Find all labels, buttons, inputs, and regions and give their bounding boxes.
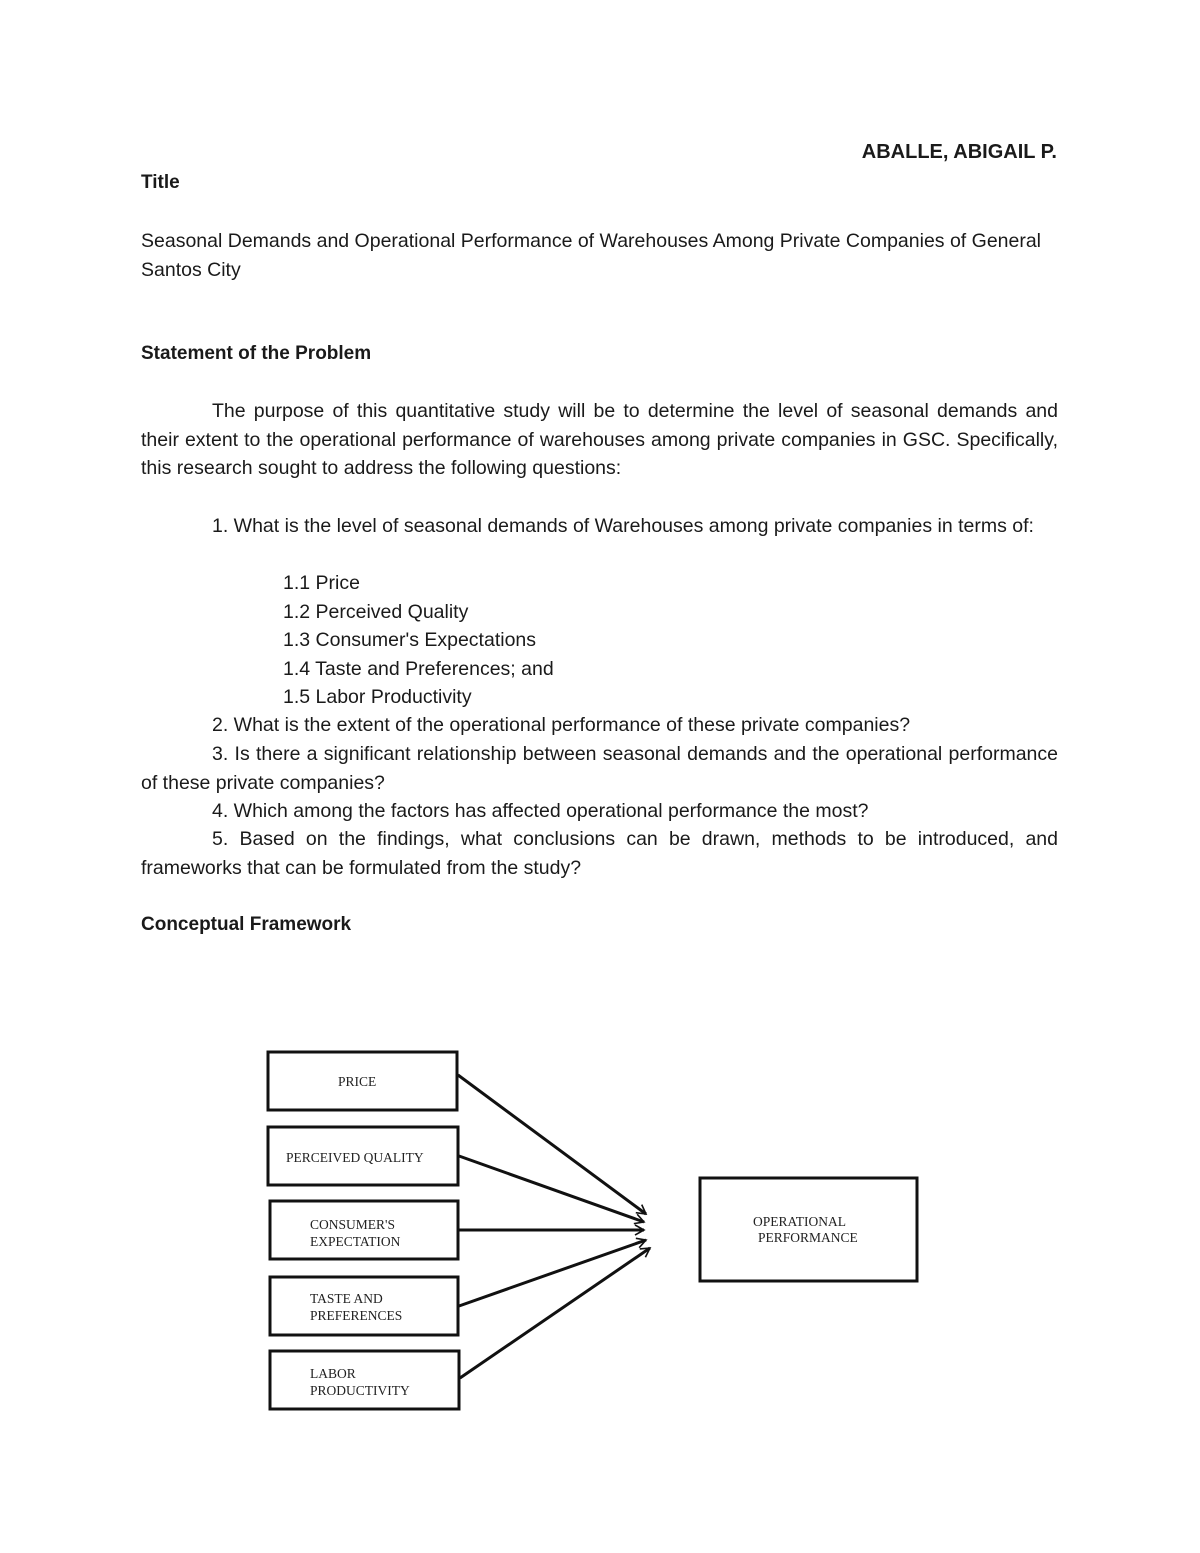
input-label-consumer-line1: CONSUMER'S (310, 1217, 395, 1232)
sub-item-labor-productivity: 1.5 Labor Productivity (283, 686, 472, 708)
input-box-perceived-quality (268, 1127, 458, 1185)
input-label-labor-line1: LABOR (310, 1366, 356, 1381)
question-5: 5. Based on the findings, what conclusions can be drawn, methods to be introduced, and frameworks that can be formulated from the study? (141, 828, 1058, 879)
input-label-price: PRICE (338, 1074, 377, 1089)
title-heading: Title (141, 172, 180, 193)
purpose-paragraph: The purpose of this quantitative study will be to determine the level of seasonal demands and their extent to the operational performance of warehouses among private companies in GSC. Specifically, this research sought to address the following questions: (141, 400, 1058, 480)
framework-heading: Conceptual Framework (141, 914, 352, 935)
input-label-taste-line2: PREFERENCES (310, 1308, 403, 1323)
sub-item-price: 1.1 Price (283, 572, 360, 594)
input-box-price (268, 1052, 457, 1110)
input-box-consumer-expectation (270, 1201, 458, 1259)
input-label-consumer-line2: EXPECTATION (310, 1234, 401, 1249)
input-box-labor-productivity (270, 1351, 459, 1409)
question-1: 1. What is the level of seasonal demands of Warehouses among private companies in terms of: (212, 515, 1034, 537)
arrow-price (458, 1075, 646, 1214)
question-4: 4. Which among the factors has affected operational performance the most? (212, 800, 869, 822)
question-2: 2. What is the extent of the operational performance of these private companies? (212, 714, 911, 736)
sub-item-consumer-expectations: 1.3 Consumer's Expectations (283, 629, 537, 651)
output-label-line2: PERFORMANCE (758, 1230, 858, 1245)
input-label-perceived-quality: PERCEIVED QUALITY (286, 1150, 424, 1165)
sub-item-perceived-quality: 1.2 Perceived Quality (283, 601, 469, 623)
output-box-operational-performance (700, 1178, 917, 1281)
input-label-taste-line1: TASTE AND (310, 1291, 383, 1306)
arrow-taste-preferences (459, 1240, 646, 1306)
author-name: ABALLE, ABIGAIL P. (861, 141, 1057, 163)
problem-heading: Statement of the Problem (141, 343, 372, 364)
output-label-line1: OPERATIONAL (753, 1214, 846, 1229)
sub-item-taste-preferences: 1.4 Taste and Preferences; and (283, 658, 554, 680)
input-label-labor-line2: PRODUCTIVITY (310, 1383, 410, 1398)
arrow-labor-productivity (460, 1248, 650, 1378)
input-box-taste-preferences (270, 1277, 458, 1335)
title-text: Seasonal Demands and Operational Performance of Warehouses Among Private Companies of General Santos City (141, 230, 1042, 281)
question-3: 3. Is there a significant relationship between seasonal demands and the operational performance of these private companies? (141, 743, 1058, 794)
arrow-perceived-quality (459, 1156, 644, 1222)
